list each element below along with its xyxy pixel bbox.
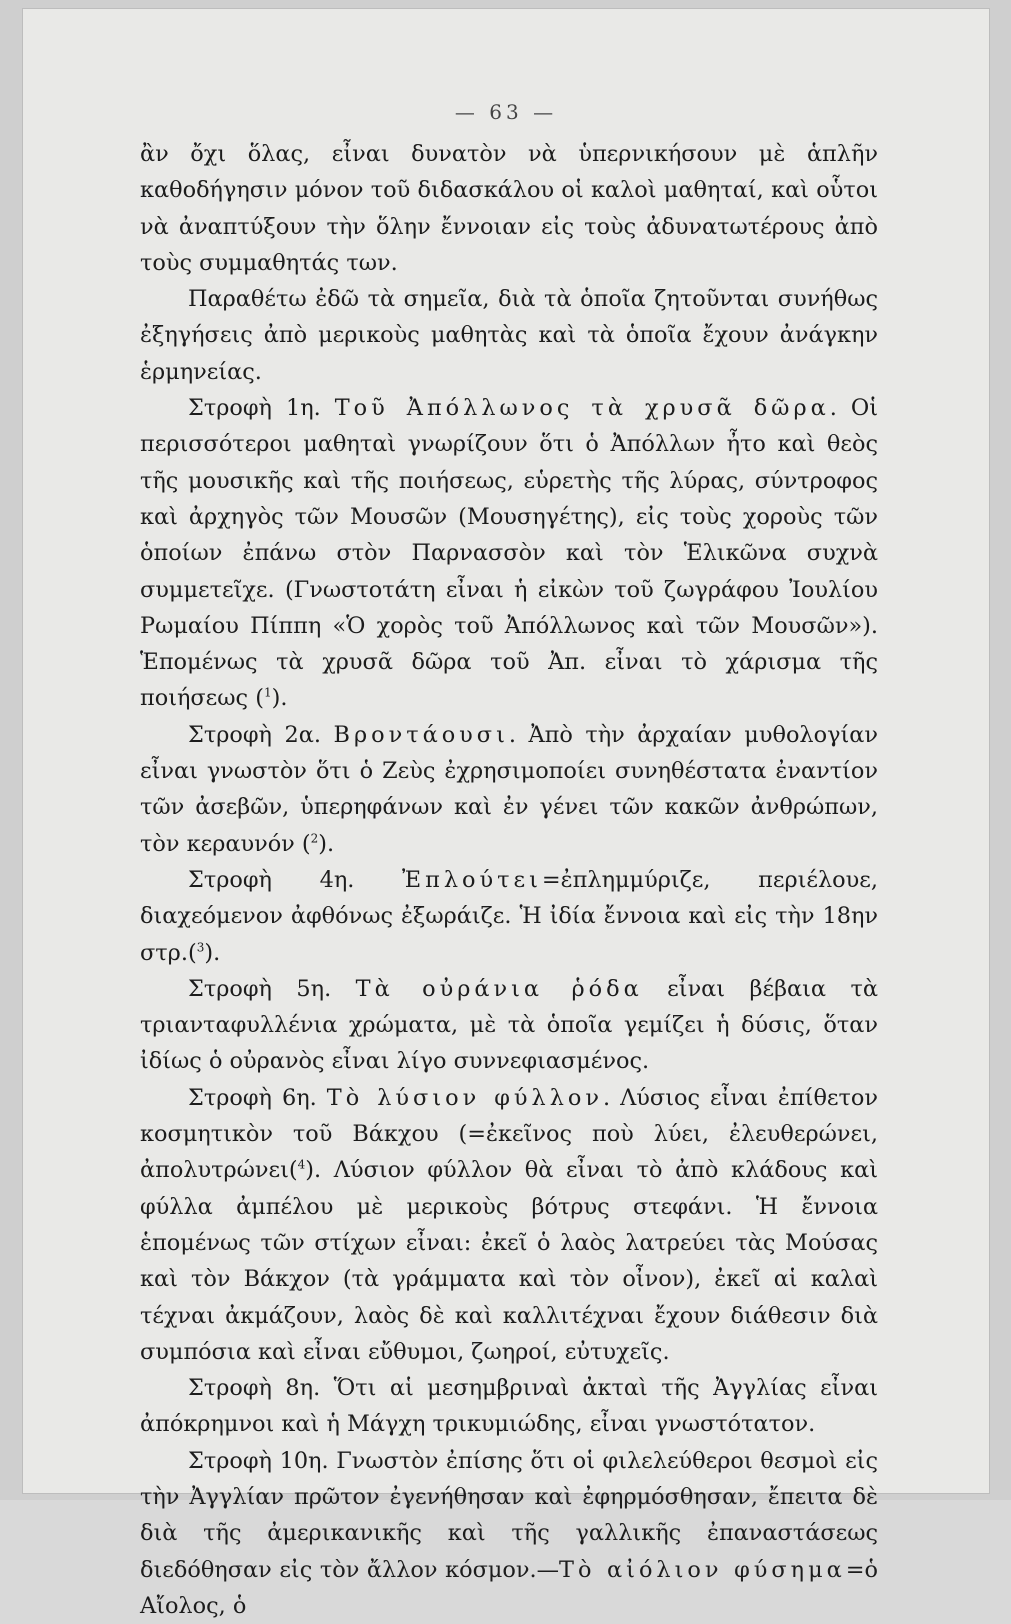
spaced-term: Τὸ λύσιον φύλλον: [326, 1084, 603, 1111]
text-run: . Οἱ περισσότεροι μαθηταὶ γνωρίζουν ὅτι ὁ Ἀπόλλων ἦτο καὶ θεὸς τῆς μουσικῆς καὶ τῆς ποιήσεως, εὑρετὴς τῆς λύρας, σύντροφος καὶ ἀρχηγὸς τῶν Μουσῶν (Μουσηγέτης), εἰς τοὺς χοροὺς τῶν ὁποίων ἐπάνω στὸν Παρνασσὸν καὶ τὸν Ἑλικῶνα συχνὰ συμμετεῖχε. (Γνωστοτάτη εἶναι ἡ εἰκὼν τοῦ ζωγράφου Ἰουλίου Ρωμαίου Πίππη «Ὁ χορὸς τοῦ Ἀπόλλωνος καὶ τῶν Μουσῶν»). Ἑπομένως τὰ χρυσᾶ δῶρα τοῦ Ἀπ. εἶναι τὸ χάρισμα τῆς ποιήσεως (: [140, 395, 878, 712]
paragraph: [140, 717, 878, 862]
spaced-term: Τὸ αἰόλιον φύσημα: [559, 1556, 846, 1583]
book-page: [22, 8, 990, 1619]
spaced-term: Τὰ οὐράνια ῥόδα: [355, 975, 643, 1002]
paragraph: [140, 1370, 878, 1443]
text-run: Στροφὴ 1η.: [188, 395, 335, 422]
paragraph: [140, 971, 878, 1080]
paragraph: [140, 862, 878, 971]
page-number: — 63 —: [454, 100, 558, 124]
paragraph: [140, 390, 878, 717]
footnote-ref: 4: [297, 1157, 306, 1172]
text-run: Στροφὴ 5η.: [188, 975, 356, 1002]
paragraph: [140, 1443, 878, 1624]
text-run: ).: [318, 830, 335, 857]
text-run: εἶναι βέβαια τὰ τριανταφυλλένια χρώματα, μὲ τὰ ὁποῖα γεμίζει ἡ δύσις, ὅταν ἰδίως ὁ οὐρανὸς εἶναι λίγο συννεφιασμένος.: [140, 975, 878, 1075]
text-run: Στροφὴ 8η. Ὅτι αἱ μεσημβριναὶ ἀκταὶ τῆς Ἀγγλίας εἶναι ἀπόκρημνοι καὶ ἡ Μάγχη τρικυμιώδης, εἶναι γνωστότατον.: [140, 1375, 878, 1438]
text-run: =ἐπλημμύριζε, περιέλουε, διαχεόμενον ἀφθόνως ἐξωράιζε. Ἡ ἰδία ἔννοια καὶ εἰς τὴν 18ην στρ.(: [140, 866, 878, 966]
paragraph: [140, 1080, 878, 1370]
body-text: [140, 136, 878, 1624]
text-run: =ὁ Αἴολος, ὁ: [140, 1556, 878, 1619]
footnote-ref: 1: [263, 685, 272, 700]
paragraph: [140, 136, 878, 281]
spaced-term: Ἐπλούτει: [402, 866, 542, 893]
spaced-term: Βροντάουσι: [333, 721, 509, 748]
text-run: Στροφὴ 4η.: [188, 866, 403, 893]
text-run: Στροφὴ 10η. Γνωστὸν ἐπίσης ὅτι οἱ φιλελεύθεροι θεσμοὶ εἰς τὴν Ἀγγλίαν πρῶτον ἐγενήθησαν καὶ ἐφηρμόσθησαν, ἔπειτα δὲ διὰ τῆς ἀμερικανικῆς καὶ τῆς γαλλικῆς ἐπαναστάσεως διεδόθησαν εἰς τὸν ἄλλον κόσμον.—: [140, 1447, 878, 1583]
text-run: ). Λύσιον φύλλον θὰ εἶναι τὸ ἀπὸ κλάδους καὶ φύλλα ἀμπέλου μὲ μερικοὺς βότρυς στεφάνι. Ἡ ἔννοια ἑπομένως τῶν στίχων εἶναι: ἐκεῖ ὁ λαὸς λατρεύει τὰς Μούσας καὶ τὸν Βάκχον (τὰ γράμματα καὶ τὸν οἶνον), ἐκεῖ αἱ καλαὶ τέχναι ἀκμάζουν, λαὸς δὲ καὶ καλλιτέχναι ἔχουν διάθεσιν διὰ συμπόσια καὶ εἶναι εὔθυμοι, ζωηροί, εὐτυχεῖς.: [140, 1157, 878, 1365]
text-run: . Ἀπὸ τὴν ἀρχαίαν μυθολογίαν εἶναι γνωστὸν ὅτι ὁ Ζεὺς ἐχρησιμοποίει συνηθέστατα ἐναντίον τῶν ἀσεβῶν, ὑπερηφάνων καὶ ἐν γένει τῶν κακῶν ἀνθρώπων, τὸν κεραυνόν (: [140, 721, 878, 857]
footnote-ref: 2: [310, 831, 319, 846]
text-run: ).: [204, 939, 221, 966]
text-run: Στροφὴ 2α.: [188, 721, 334, 748]
spaced-term: Τοῦ Ἀπόλλωνος τὰ χρυσᾶ δῶρα: [334, 395, 830, 422]
text-run: Στροφὴ 6η.: [188, 1084, 327, 1111]
text-run: . Λύσιος εἶναι ἐπίθετον κοσμητικὸν τοῦ Βάκχου (=ἐκεῖνος ποὺ λύει, ἐλευθερώνει, ἀπολυτρώνει(: [140, 1084, 879, 1184]
text-run: ἂν ὄχι ὅλας, εἶναι δυνατὸν νὰ ὑπερνικήσουν μὲ ἁπλῆν καθοδήγησιν μόνον τοῦ διδασκάλου οἱ καλοὶ μαθηταί, καὶ οὗτοι νὰ ἀναπτύξουν τὴν ὅλην ἔννοιαν εἰς τοὺς ἀδυνατωτέρους ἀπὸ τοὺς συμμαθητάς των.: [140, 141, 878, 276]
paragraph: [140, 281, 878, 390]
text-run: ).: [271, 685, 288, 712]
footnote-ref: 3: [196, 940, 205, 955]
text-run: Παραθέτω ἐδῶ τὰ σημεῖα, διὰ τὰ ὁποῖα ζητοῦνται συνήθως ἐξηγήσεις ἀπὸ μερικοὺς μαθητὰς καὶ τὰ ὁποῖα ἔχουν ἀνάγκην ἑρμηνείας.: [140, 286, 878, 385]
